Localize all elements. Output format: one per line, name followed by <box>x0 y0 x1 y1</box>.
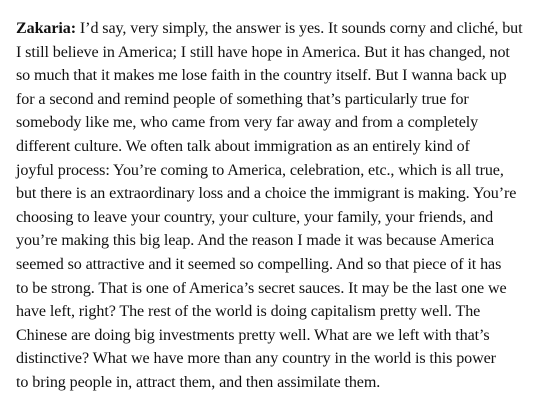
text-line-9: choosing to leave your country, your culture, your family, your friends, and <box>16 208 494 226</box>
text-line-3: so much that it makes me lose faith in the country itself. But I wanna back up <box>16 67 507 85</box>
text-line-12: to be strong. That is one of America’s secret sauces. It may be the last one we <box>16 279 507 297</box>
line-text-1: I’d say, very simply, the answer is yes. It sounds corny and cliché, but <box>76 20 523 37</box>
text-line-7: joyful process: You’re coming to America, celebration, etc., which is all true, <box>16 161 504 179</box>
text-line-11: seemed so attractive and it seemed so compelling. And so that piece of it has <box>16 255 502 273</box>
text-line-15: distinctive? What we have more than any country in the world is this power <box>16 350 496 368</box>
text-line-2: I still believe in America; I still have hope in America. But it has changed, not <box>16 43 510 61</box>
text-line-5: somebody like me, who came from very far away and from a completely <box>16 114 479 132</box>
text-line-4: for a second and remind people of something that’s particularly true for <box>16 90 469 108</box>
text-line-6: different culture. We often talk about immigration as an entirely kind of <box>16 137 470 155</box>
quote-paragraph <box>16 17 524 395</box>
text-line-8: but there is an extraordinary loss and a choice the immigrant is making. You’re <box>16 185 517 203</box>
text-line-16: to bring people in, attract them, and then assimilate them. <box>16 373 381 391</box>
text-line-1 <box>16 17 524 41</box>
speaker-name: Zakaria: <box>16 20 76 37</box>
text-line-13: have left, right? The rest of the world is doing capitalism pretty well. The <box>16 303 481 321</box>
text-line-14: Chinese are doing big investments pretty well. What are we left with that’s <box>16 326 490 344</box>
text-line-10: you’re making this big leap. And the reason I made it was because America <box>16 232 495 250</box>
